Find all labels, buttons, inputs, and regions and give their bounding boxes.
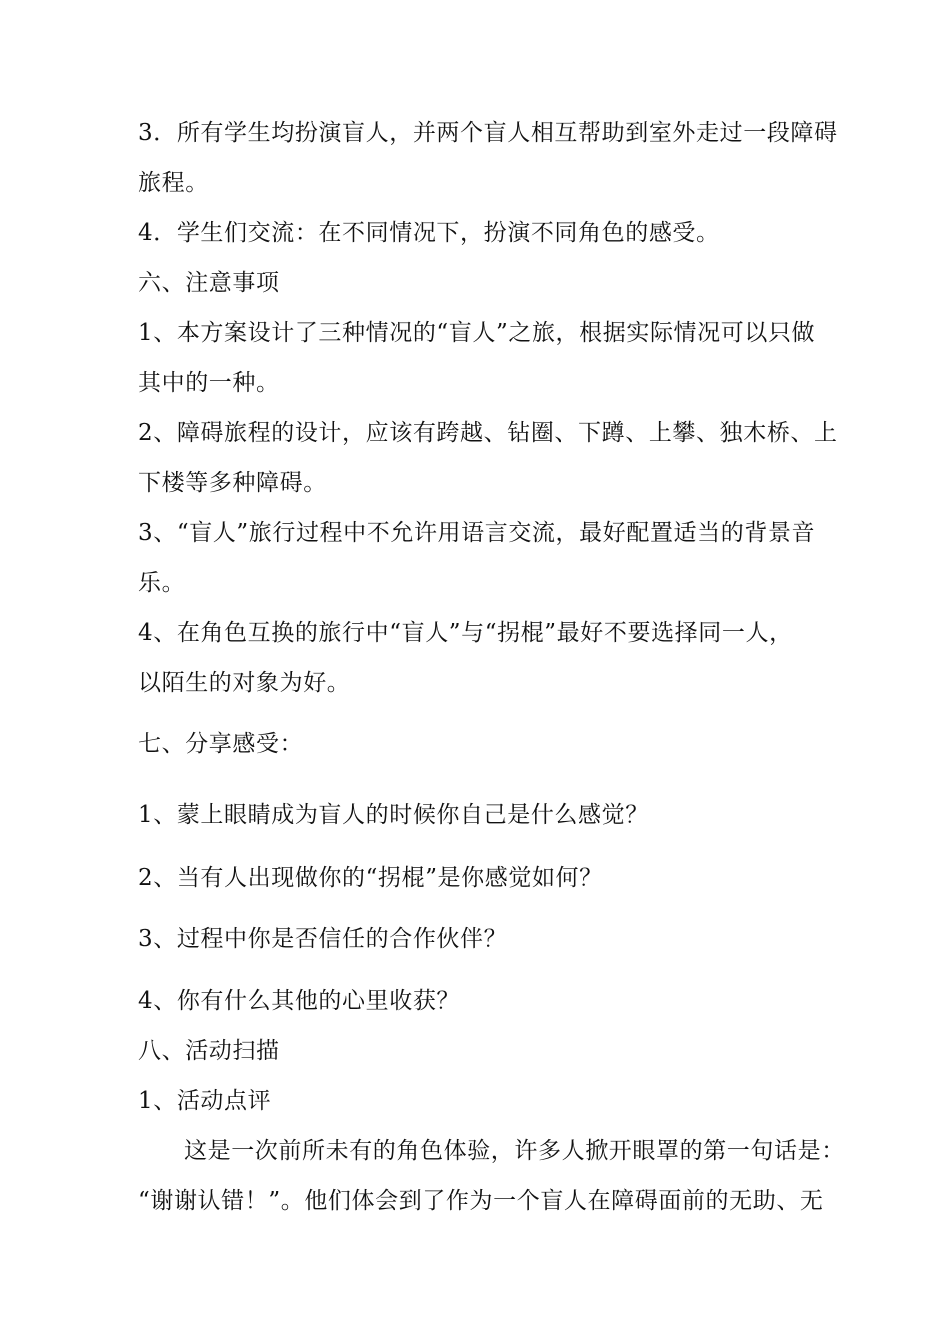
paragraph-line: 乐。 (138, 570, 186, 596)
paragraph-line: 3．所有学生均扮演盲人，并两个盲人相互帮助到室外走过一段障碍 (138, 120, 838, 146)
question-line: 4、你有什么其他的心里收获？ (138, 988, 461, 1014)
paragraph-line: 其中的一种。 (138, 370, 280, 396)
section-heading: 六、注意事项 (138, 270, 280, 296)
paragraph-line: 4、在角色互换的旅行中“盲人”与“拐棍”最好不要选择同一人， (138, 620, 793, 646)
paragraph-line: 3、“盲人”旅行过程中不允许用语言交流，最好配置适当的背景音 (138, 520, 816, 546)
paragraph-line: 下楼等多种障碍。 (138, 470, 327, 496)
section-heading: 八、活动扫描 (138, 1038, 280, 1064)
paragraph-line: 4．学生们交流：在不同情况下，扮演不同角色的感受。 (138, 220, 720, 246)
paragraph-line: 1、本方案设计了三种情况的“盲人”之旅，根据实际情况可以只做 (138, 320, 816, 346)
question-line: 3、过程中你是否信任的合作伙伴？ (138, 926, 508, 952)
subsection-heading: 1、活动点评 (138, 1088, 272, 1114)
paragraph-line: 2、障碍旅程的设计，应该有跨越、钻圈、下蹲、上攀、独木桥、上 (138, 420, 838, 446)
question-line: 2、当有人出现做你的“拐棍”是你感觉如何？ (138, 865, 603, 891)
paragraph-line: 旅程。 (138, 170, 209, 196)
paragraph-line: 以陌生的对象为好。 (138, 670, 351, 696)
paragraph-line: “谢谢认错！”。他们体会到了作为一个盲人在障碍面前的无助、无 (138, 1188, 824, 1214)
question-line: 1、蒙上眼睛成为盲人的时候你自己是什么感觉？ (138, 802, 649, 828)
section-heading: 七、分享感受： (138, 731, 304, 757)
paragraph-line: 这是一次前所未有的角色体验，许多人掀开眼罩的第一句话是： (184, 1138, 845, 1164)
